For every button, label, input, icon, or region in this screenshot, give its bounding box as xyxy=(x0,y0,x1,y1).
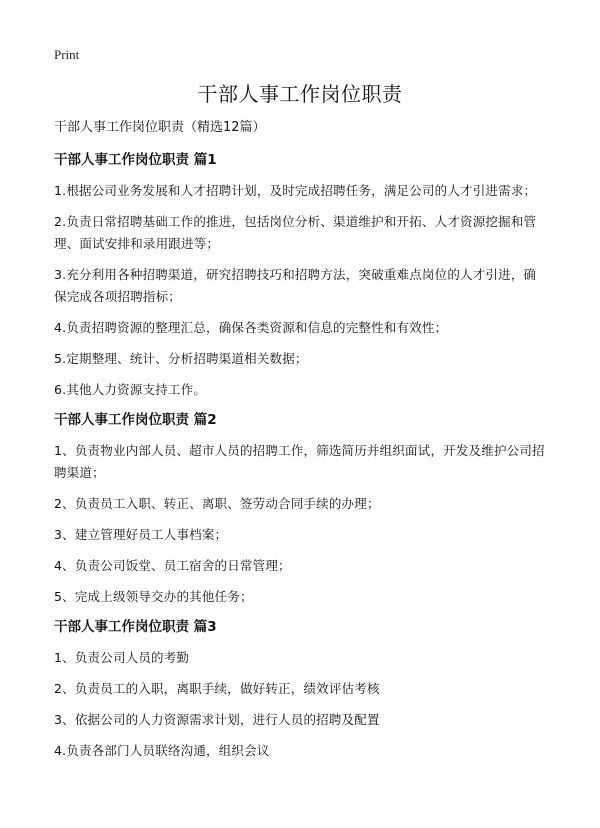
section-3 xyxy=(54,617,546,762)
list-item: 6.其他人力资源支持工作。 xyxy=(54,382,207,397)
print-link[interactable]: Print xyxy=(54,47,80,62)
list-item: 4.负责各部门人员联络沟通，组织会议 xyxy=(54,743,270,758)
list-item: 4.负责招聘资源的整理汇总，确保各类资源和信息的完整性和有效性； xyxy=(54,320,448,335)
list-item: 3.充分利用各种招聘渠道，研究招聘技巧和招聘方法，突破重难点岗位的人才引进，确保完成各项招聘指标； xyxy=(54,267,537,304)
list-item: 5.定期整理、统计、分析招聘渠道相关数据； xyxy=(54,351,308,366)
section-1 xyxy=(54,150,546,401)
document-body xyxy=(54,118,546,771)
list-item: 2、负责员工入职、转正、离职、签劳动合同手续的办理； xyxy=(54,496,380,511)
list-item: 1、负责公司人员的考勤 xyxy=(54,650,190,665)
section-heading: 干部人事工作岗位职责 篇1 xyxy=(54,152,217,168)
section-heading: 干部人事工作岗位职责 篇2 xyxy=(54,412,217,428)
page-title: 干部人事工作岗位职责 xyxy=(197,82,403,106)
list-item: 2.负责日常招聘基础工作的推进，包括岗位分析、渠道维护和开拓、人才资源挖掘和管理、面试安排和录用跟进等； xyxy=(54,214,537,251)
list-item: 5、完成上级领导交办的其他任务； xyxy=(54,589,253,604)
section-heading: 干部人事工作岗位职责 篇3 xyxy=(54,619,217,635)
list-item: 1、负责物业内部人员、超市人员的招聘工作，筛选简历并组织面试，开发及维护公司招聘渠道； xyxy=(54,443,545,480)
list-item: 3、建立管理好员工人事档案； xyxy=(54,527,228,542)
list-item: 4、负责公司饭堂、员工宿舍的日常管理； xyxy=(54,558,291,573)
document-subtitle: 干部人事工作岗位职责（精选12篇） xyxy=(54,120,266,135)
list-item: 1.根据公司业务发展和人才招聘计划，及时完成招聘任务，满足公司的人才引进需求； xyxy=(54,183,537,198)
list-item: 2、负责员工的入职，离职手续，做好转正，绩效评估考核 xyxy=(54,681,380,696)
list-item: 3、依据公司的人力资源需求计划，进行人员的招聘及配置 xyxy=(54,712,380,727)
section-2 xyxy=(54,410,546,608)
